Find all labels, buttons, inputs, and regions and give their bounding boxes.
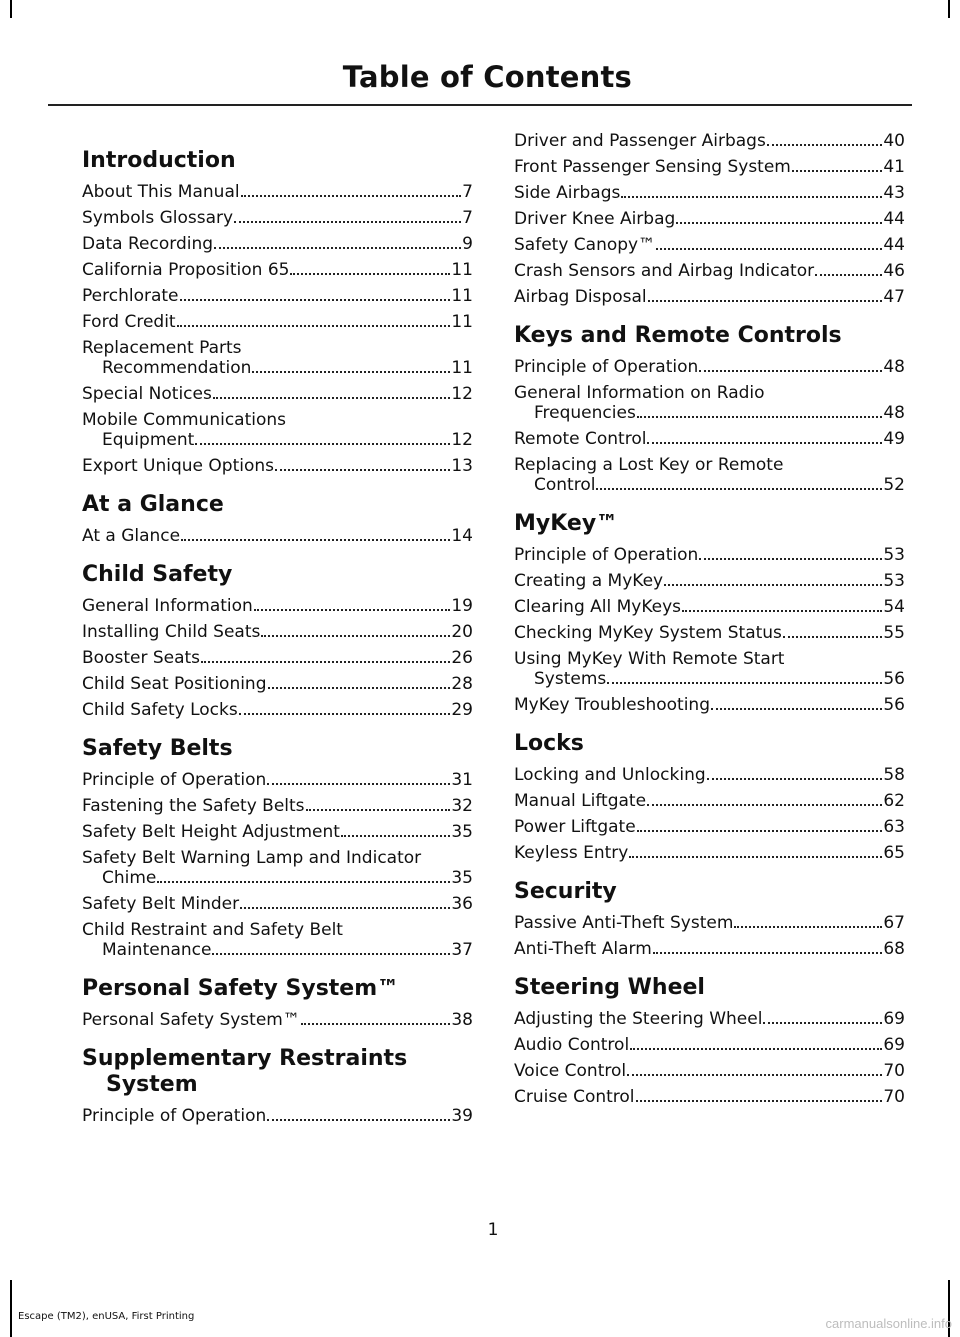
entry-label: Principle of Operation [514, 357, 699, 377]
dot-leader [261, 635, 450, 637]
entry-page-number: 36 [451, 894, 473, 914]
toc-entry[interactable] [514, 287, 905, 307]
entry-label: Crash Sensors and Airbag Indicator [514, 261, 815, 281]
dot-leader [157, 881, 450, 883]
toc-entry[interactable] [82, 596, 473, 616]
entry-page-number: 65 [883, 843, 905, 863]
toc-entry[interactable] [82, 920, 473, 960]
section-heading: Supplementary Restraints System [82, 1046, 408, 1097]
dot-leader [699, 558, 882, 560]
entry-label: Booster Seats [82, 648, 201, 668]
toc-column-left [82, 132, 473, 1132]
toc-entry[interactable] [514, 817, 905, 837]
entry-page-number: 35 [451, 822, 473, 842]
entry-label: Safety Belt Warning Lamp and Indicator [82, 848, 422, 868]
dot-leader [181, 539, 450, 541]
toc-entry[interactable] [514, 695, 905, 715]
toc-entry[interactable] [514, 597, 905, 617]
toc-entry[interactable] [82, 700, 473, 720]
toc-entry[interactable] [514, 913, 905, 933]
page-title: Table of Contents [342, 60, 632, 94]
dot-leader [214, 247, 461, 249]
entry-page-number: 37 [451, 940, 473, 960]
dot-leader [239, 713, 451, 715]
toc-entry[interactable] [514, 1087, 905, 1107]
entry-label: Creating a MyKey [514, 571, 664, 591]
toc-section [82, 562, 473, 720]
entry-page-number: 69 [883, 1035, 905, 1055]
section-heading: Child Safety [82, 562, 233, 587]
dot-leader [252, 371, 450, 373]
entry-page-number: 54 [883, 597, 905, 617]
entry-page-number: 70 [883, 1061, 905, 1081]
entry-page-number: 7 [462, 182, 473, 202]
dot-leader [699, 370, 882, 372]
entry-label: Mobile Communications [82, 410, 287, 430]
entry-label-continued: Equipment [102, 430, 195, 450]
header-divider [48, 104, 912, 106]
entry-label: Power Liftgate [514, 817, 636, 837]
entry-label: Child Safety Locks [82, 700, 238, 720]
dot-leader [734, 926, 882, 928]
entry-label: At a Glance [82, 526, 181, 546]
entry-page-number: 31 [451, 770, 473, 790]
entry-label: Replacement Parts [82, 338, 242, 358]
entry-page-number: 49 [883, 429, 905, 449]
dot-leader [783, 636, 882, 638]
entry-label: Replacing a Lost Key or Remote [514, 455, 784, 475]
toc-entry[interactable] [514, 623, 905, 643]
dot-leader [656, 248, 882, 250]
entry-page-number: 29 [451, 700, 473, 720]
entry-page-number: 43 [883, 183, 905, 203]
entry-page-number: 48 [883, 357, 905, 377]
toc-entry[interactable] [82, 234, 473, 254]
toc-entry[interactable] [82, 796, 473, 816]
toc-entry[interactable] [514, 235, 905, 255]
entry-label: Cruise Control [514, 1087, 635, 1107]
toc-entry[interactable] [514, 1061, 905, 1081]
dot-leader [596, 488, 882, 490]
dot-leader [792, 170, 882, 172]
toc-entry[interactable] [514, 209, 905, 229]
entry-label: Perchlorate [82, 286, 179, 306]
entry-label: General Information [82, 596, 253, 616]
dot-leader [637, 416, 883, 418]
entry-page-number: 62 [883, 791, 905, 811]
entry-page-number: 7 [462, 208, 473, 228]
toc-section [514, 323, 905, 495]
entry-page-number: 53 [883, 545, 905, 565]
dot-leader [648, 300, 883, 302]
entry-page-number: 69 [883, 1009, 905, 1029]
entry-label: Using MyKey With Remote Start [514, 649, 785, 669]
entry-label: Child Seat Positioning [82, 674, 267, 694]
toc-entry[interactable] [82, 770, 473, 790]
entry-page-number: 70 [883, 1087, 905, 1107]
toc-entry[interactable] [82, 456, 473, 476]
dot-leader [630, 1048, 882, 1050]
entry-page-number: 56 [883, 695, 905, 715]
entry-label: Safety Canopy™ [514, 235, 656, 255]
dot-leader [301, 1023, 451, 1025]
dot-leader [653, 952, 883, 954]
watermark: carmanualsonline.info [825, 1316, 952, 1331]
toc-column-right [514, 131, 905, 1113]
entry-page-number: 39 [451, 1106, 473, 1126]
toc-section [82, 736, 473, 960]
dot-leader [290, 273, 450, 275]
section-heading: Personal Safety System™ [82, 976, 400, 1001]
entry-page-number: 12 [451, 384, 473, 404]
toc-section [82, 1046, 473, 1126]
toc-entry[interactable] [514, 131, 905, 151]
toc-entry[interactable] [514, 183, 905, 203]
entry-label: Installing Child Seats [82, 622, 261, 642]
entry-label: Fastening the Safety Belts [82, 796, 305, 816]
toc-entry[interactable] [82, 410, 473, 450]
entry-label-continued: Recommendation [102, 358, 252, 378]
entry-page-number: 28 [451, 674, 473, 694]
entry-page-number: 52 [883, 475, 905, 495]
entry-page-number: 63 [883, 817, 905, 837]
toc-entry[interactable] [82, 822, 473, 842]
entry-page-number: 19 [451, 596, 473, 616]
entry-label-continued: Control [534, 475, 596, 495]
dot-leader [607, 682, 882, 684]
dot-leader [306, 809, 451, 811]
toc-entry[interactable] [514, 357, 905, 377]
entry-label: Personal Safety System™ [82, 1010, 300, 1030]
section-heading: Locks [514, 731, 584, 756]
dot-leader [267, 783, 450, 785]
toc-entry[interactable] [514, 455, 905, 495]
entry-page-number: 40 [883, 131, 905, 151]
entry-label: Audio Control [514, 1035, 630, 1055]
dot-leader [815, 274, 882, 276]
toc-entry[interactable] [514, 1009, 905, 1029]
toc-section [514, 131, 905, 307]
entry-label: Safety Belt Height Adjustment [82, 822, 340, 842]
toc-section [82, 148, 473, 476]
dot-leader [763, 1022, 882, 1024]
entry-label: Anti-Theft Alarm [514, 939, 652, 959]
footer-edition: Escape (TM2), enUSA, First Printing [18, 1311, 195, 1322]
dot-leader [341, 835, 450, 837]
dot-leader [275, 469, 450, 471]
dot-leader [647, 804, 882, 806]
page-number: 1 [487, 1220, 499, 1240]
entry-page-number: 35 [451, 868, 473, 888]
toc-entry[interactable] [514, 545, 905, 565]
entry-label: Front Passenger Sensing System [514, 157, 791, 177]
dot-leader [711, 708, 882, 710]
section-heading: Keys and Remote Controls [514, 323, 842, 348]
crop-mark-bottom-left [10, 1280, 12, 1337]
entry-page-number: 58 [883, 765, 905, 785]
toc-entry[interactable] [514, 649, 905, 689]
toc-entry[interactable] [82, 260, 473, 280]
section-heading: Steering Wheel [514, 975, 705, 1000]
section-heading: MyKey™ [514, 511, 619, 536]
entry-label-continued: Frequencies [534, 403, 636, 423]
entry-page-number: 44 [883, 235, 905, 255]
entry-page-number: 9 [462, 234, 473, 254]
entry-label: Locking and Unlocking [514, 765, 706, 785]
entry-page-number: 46 [883, 261, 905, 281]
entry-label: Checking MyKey System Status [514, 623, 782, 643]
entry-label: California Proposition 65 [82, 260, 290, 280]
toc-entry[interactable] [514, 383, 905, 423]
entry-label: MyKey Troubleshooting [514, 695, 710, 715]
entry-label: Ford Credit [82, 312, 176, 332]
section-heading: Safety Belts [82, 736, 233, 761]
entry-page-number: 26 [451, 648, 473, 668]
dot-leader [234, 221, 461, 223]
toc-entry[interactable] [82, 894, 473, 914]
toc-entry[interactable] [82, 208, 473, 228]
dot-leader [212, 953, 450, 955]
toc-entry[interactable] [514, 157, 905, 177]
entry-label: Special Notices [82, 384, 212, 404]
dot-leader [241, 195, 462, 197]
dot-leader [195, 443, 450, 445]
toc-entry[interactable] [514, 1035, 905, 1055]
toc-entry[interactable] [514, 843, 905, 863]
toc-entry[interactable] [514, 939, 905, 959]
entry-label: Remote Control [514, 429, 647, 449]
toc-section [82, 976, 473, 1030]
dot-leader [682, 610, 882, 612]
crop-mark-top-left [10, 0, 12, 18]
entry-page-number: 32 [451, 796, 473, 816]
toc-entry[interactable] [82, 286, 473, 306]
crop-mark-top-right [948, 0, 950, 18]
dot-leader [621, 196, 882, 198]
entry-label: Clearing All MyKeys [514, 597, 682, 617]
toc-entry[interactable] [82, 182, 473, 202]
section-heading: At a Glance [82, 492, 224, 517]
entry-page-number: 41 [883, 157, 905, 177]
entry-label: Export Unique Options [82, 456, 275, 476]
entry-page-number: 11 [451, 286, 473, 306]
entry-page-number: 53 [883, 571, 905, 591]
entry-page-number: 20 [451, 622, 473, 642]
toc-entry[interactable] [514, 791, 905, 811]
toc-entry[interactable] [514, 765, 905, 785]
entry-label: Principle of Operation [82, 1106, 267, 1126]
entry-page-number: 11 [451, 260, 473, 280]
dot-leader [767, 144, 883, 146]
toc-entry[interactable] [82, 384, 473, 404]
entry-page-number: 55 [883, 623, 905, 643]
entry-page-number: 11 [451, 358, 473, 378]
toc-section [514, 975, 905, 1107]
entry-label-continued: Maintenance [102, 940, 212, 960]
dot-leader [647, 442, 882, 444]
entry-page-number: 12 [451, 430, 473, 450]
dot-leader [627, 1074, 882, 1076]
entry-label: Symbols Glossary [82, 208, 234, 228]
toc-section [514, 879, 905, 959]
entry-label: Manual Liftgate [514, 791, 647, 811]
section-heading: Introduction [82, 148, 236, 173]
toc-entry[interactable] [514, 571, 905, 591]
entry-label: Principle of Operation [514, 545, 699, 565]
entry-label: Data Recording [82, 234, 214, 254]
toc-entry[interactable] [82, 338, 473, 378]
entry-page-number: 68 [883, 939, 905, 959]
toc-entry[interactable] [82, 526, 473, 546]
entry-label-continued: Chime [102, 868, 157, 888]
dot-leader [707, 778, 883, 780]
toc-entry[interactable] [514, 261, 905, 281]
entry-page-number: 48 [883, 403, 905, 423]
dot-leader [267, 1119, 450, 1121]
dot-leader [664, 584, 882, 586]
entry-label: Adjusting the Steering Wheel [514, 1009, 763, 1029]
toc-entry[interactable] [82, 1010, 473, 1030]
entry-label: General Information on Radio [514, 383, 765, 403]
entry-label: Driver and Passenger Airbags [514, 131, 766, 151]
entry-label: Voice Control [514, 1061, 627, 1081]
entry-page-number: 38 [451, 1010, 473, 1030]
entry-label: Child Restraint and Safety Belt [82, 920, 343, 940]
section-heading: Security [514, 879, 617, 904]
toc-entry[interactable] [82, 312, 473, 332]
toc-entry[interactable] [82, 1106, 473, 1126]
entry-page-number: 44 [883, 209, 905, 229]
dot-leader [254, 609, 451, 611]
entry-page-number: 14 [451, 526, 473, 546]
dot-leader [268, 687, 451, 689]
toc-entry[interactable] [82, 674, 473, 694]
dot-leader [636, 1100, 883, 1102]
entry-page-number: 11 [451, 312, 473, 332]
entry-label: Safety Belt Minder [82, 894, 240, 914]
toc-section [82, 492, 473, 546]
entry-label: Airbag Disposal [514, 287, 647, 307]
dot-leader [637, 830, 883, 832]
entry-label-continued: Systems [534, 669, 607, 689]
dot-leader [676, 222, 882, 224]
dot-leader [177, 325, 451, 327]
entry-label: Side Airbags [514, 183, 621, 203]
dot-leader [629, 856, 882, 858]
entry-label: Driver Knee Airbag [514, 209, 676, 229]
entry-page-number: 13 [451, 456, 473, 476]
entry-page-number: 67 [883, 913, 905, 933]
entry-label: About This Manual [82, 182, 240, 202]
entry-label: Principle of Operation [82, 770, 267, 790]
entry-label: Keyless Entry [514, 843, 629, 863]
toc-entry[interactable] [82, 648, 473, 668]
dot-leader [240, 907, 450, 909]
toc-section [514, 511, 905, 715]
entry-label: Passive Anti-Theft System [514, 913, 734, 933]
toc-entry[interactable] [82, 848, 473, 888]
toc-entry[interactable] [82, 622, 473, 642]
dot-leader [180, 299, 451, 301]
dot-leader [213, 397, 451, 399]
toc-section [514, 731, 905, 863]
dot-leader [201, 661, 450, 663]
entry-page-number: 47 [883, 287, 905, 307]
toc-entry[interactable] [514, 429, 905, 449]
entry-page-number: 56 [883, 669, 905, 689]
